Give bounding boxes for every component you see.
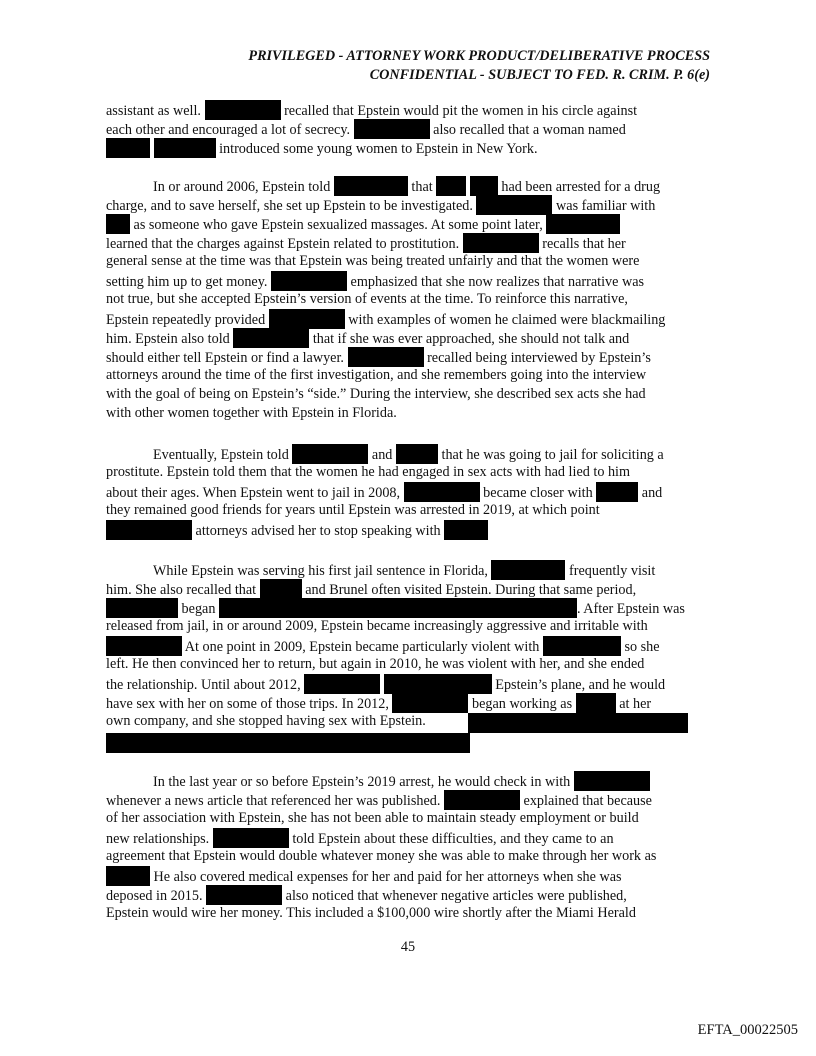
text-line: deposed in 2015. also noticed that whenever negative articles were published, <box>106 885 627 906</box>
text-line: have sex with her on some of those trips. In 2012, began working as at her <box>106 693 651 714</box>
text-line: In or around 2006, Epstein told that had been arrested for a drug <box>153 176 660 197</box>
redaction <box>106 138 150 158</box>
redaction <box>596 482 638 502</box>
page-number: 45 <box>400 939 416 955</box>
redaction <box>354 119 430 139</box>
redaction <box>543 636 621 656</box>
redaction <box>574 771 650 791</box>
text-line: they remained good friends for years until Epstein was arrested in 2019, at which point <box>106 502 600 518</box>
header-line-1: PRIVILEGED - ATTORNEY WORK PRODUCT/DELIBERATIVE PROCESS <box>248 48 710 64</box>
redaction <box>304 674 380 694</box>
text-line: In the last year or so before Epstein’s 2019 arrest, he would check in with <box>153 771 650 792</box>
text-line: general sense at the time was that Epstein was being treated unfairly and that the women were <box>106 253 640 269</box>
redaction <box>546 214 620 234</box>
redaction <box>392 693 468 713</box>
redaction <box>436 176 466 196</box>
text-line: prostitute. Epstein told them that the women he had engaged in sex acts with had lied to him <box>106 464 631 480</box>
redaction <box>396 444 438 464</box>
redaction <box>348 347 424 367</box>
redaction <box>384 674 492 694</box>
text-line: him. Epstein also told that if she was ever approached, she should not talk and <box>106 328 629 349</box>
text-line: introduced some young women to Epstein in New York. <box>106 138 538 159</box>
text-line: assistant as well. recalled that Epstein would pit the women in his circle against <box>106 100 637 121</box>
redaction <box>233 328 309 348</box>
redaction <box>476 195 552 215</box>
text-line: should either tell Epstein or find a lawyer. recalled being interviewed by Epstein’s <box>106 347 651 368</box>
redaction <box>463 233 539 253</box>
text-line: about their ages. When Epstein went to jail in 2008, became closer with and <box>106 482 662 503</box>
redaction <box>260 579 302 599</box>
text-line: new relationships. told Epstein about these difficulties, and they came to an <box>106 828 614 849</box>
text-line: as someone who gave Epstein sexualized massages. At some point later, <box>106 214 620 235</box>
redaction <box>219 598 577 618</box>
text-line: with the goal of being on Epstein’s “side.” During the interview, she described sex acts she had <box>106 386 646 402</box>
text-line: attorneys around the time of the first investigation, and she remembers going into the interview <box>106 367 647 383</box>
text-line: Epstein repeatedly provided with examples of women he claimed were blackmailing <box>106 309 665 330</box>
text-line: Eventually, Epstein told and that he was going to jail for soliciting a <box>153 444 664 465</box>
header-line-2: CONFIDENTIAL - SUBJECT TO FED. R. CRIM. P. 6(e) <box>369 67 710 83</box>
text-line: with other women together with Epstein in Florida. <box>106 405 397 421</box>
redaction <box>205 100 281 120</box>
redaction <box>106 214 130 234</box>
privilege-header <box>248 47 710 85</box>
text-line: of her association with Epstein, she has not been able to maintain steady employment or build <box>106 810 639 826</box>
redaction <box>106 733 470 753</box>
text-line: the relationship. Until about 2012, Epstein’s plane, and he would <box>106 674 665 695</box>
redaction <box>334 176 408 196</box>
redaction <box>470 176 498 196</box>
redaction <box>106 520 192 540</box>
text-line: learned that the charges against Epstein related to prostitution. recalls that her <box>106 233 626 254</box>
text-line: attorneys advised her to stop speaking with <box>106 520 488 541</box>
redaction <box>154 138 216 158</box>
text-line: setting him up to get money. emphasized that she now realizes that narrative was <box>106 271 644 292</box>
text-line: agreement that Epstein would double whatever money she was able to make through her work as <box>106 848 657 864</box>
redaction <box>491 560 565 580</box>
redaction <box>271 271 347 291</box>
redaction <box>206 885 282 905</box>
redaction <box>468 713 688 733</box>
text-line: While Epstein was serving his first jail sentence in Florida, frequently visit <box>153 560 655 581</box>
redaction <box>444 790 520 810</box>
text-line: not true, but she accepted Epstein’s version of events at the time. To reinforce this narrative, <box>106 291 628 307</box>
redaction <box>444 520 488 540</box>
text-line: released from jail, in or around 2009, Epstein became increasingly aggressive and irritable with <box>106 618 648 634</box>
document-id: EFTA_00022505 <box>697 1022 798 1038</box>
text-line: own company, and she stopped having sex with Epstein. <box>106 713 426 729</box>
redaction <box>576 693 616 713</box>
redaction <box>404 482 480 502</box>
redaction <box>106 636 182 656</box>
text-line: He also covered medical expenses for her and paid for her attorneys when she was <box>106 866 622 887</box>
text-line: whenever a news article that referenced her was published. explained that because <box>106 790 652 811</box>
text-line: him. She also recalled that and Brunel often visited Epstein. During that same period, <box>106 579 636 600</box>
text-line: began . After Epstein was <box>106 598 685 619</box>
text-line: Epstein would wire her money. This included a $100,000 wire shortly after the Miami Herald <box>106 905 636 921</box>
redaction <box>106 598 178 618</box>
text-line: each other and encouraged a lot of secrecy. also recalled that a woman named <box>106 119 626 140</box>
redaction <box>269 309 345 329</box>
text-line: charge, and to save herself, she set up Epstein to be investigated. was familiar with <box>106 195 655 216</box>
redaction <box>292 444 368 464</box>
redaction <box>213 828 289 848</box>
text-line: At one point in 2009, Epstein became particularly violent with so she <box>106 636 660 657</box>
text-line: left. He then convinced her to return, but again in 2010, he was violent with her, and she ended <box>106 656 645 672</box>
redaction <box>106 866 150 886</box>
